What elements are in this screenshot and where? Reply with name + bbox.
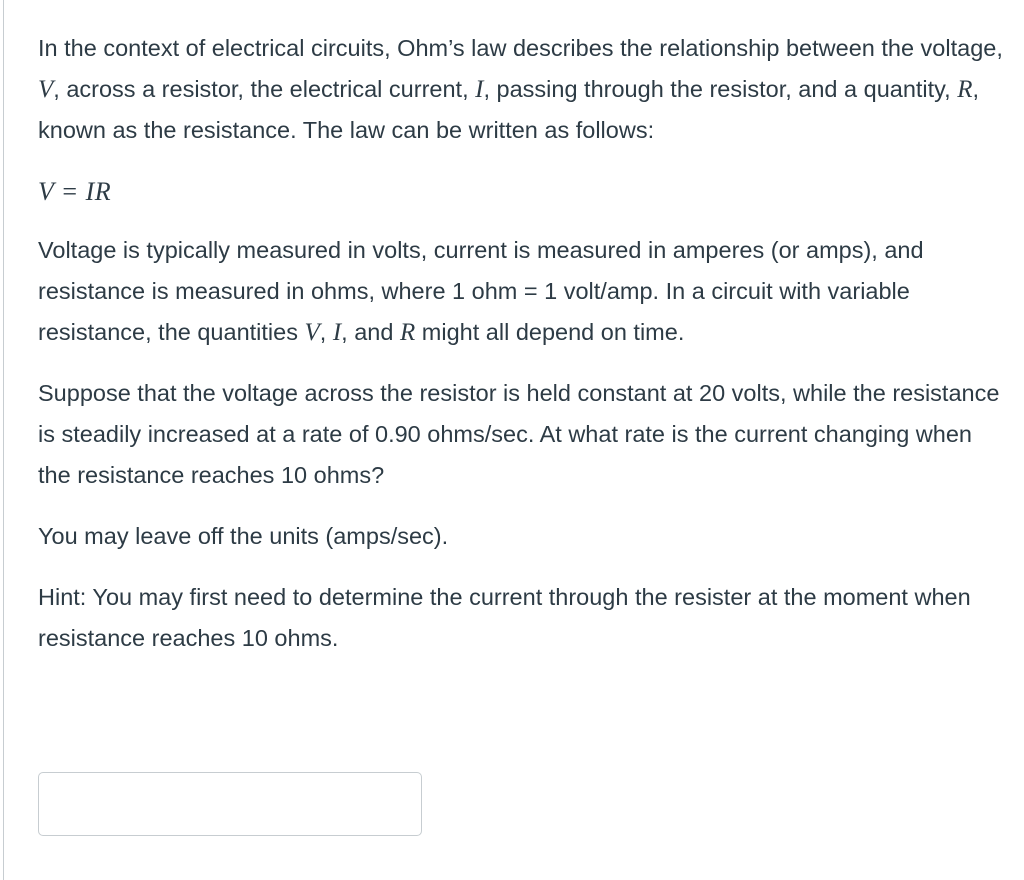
math-i: I	[475, 76, 484, 103]
math-v: V	[304, 319, 320, 346]
math-v: V	[38, 76, 54, 103]
paragraph-hint: Hint: You may first need to determine the current through the resister at the moment when resistance reaches 10 ohms.	[38, 584, 971, 651]
math-r: R	[957, 76, 973, 103]
answer-input[interactable]	[38, 772, 422, 836]
math-r: R	[399, 319, 416, 346]
paragraph-units: Voltage is typically measured in volts, current is measured in amperes (or amps), and resistance is measured in ohms, where 1 ohm = 1 volt/amp. In a circuit with variable resistance, the quantities V, I, and R might all depend on time.	[38, 237, 924, 346]
question-text	[38, 28, 1004, 679]
ohms-law-equation	[38, 171, 1004, 212]
paragraph-problem: Suppose that the voltage across the resistor is held constant at 20 volts, while the resistance is steadily increased at a rate of 0.90 ohms/sec. At what rate is the current changing when the resistance reaches 10 ohms?	[38, 380, 1000, 488]
paragraph-units-note: You may leave off the units (amps/sec).	[38, 523, 449, 549]
paragraph-ohms-law-intro: In the context of electrical circuits, Ohm’s law describes the relationship between the voltage, V, across a resistor, the electrical current, I, passing through the resistor, and a quantity, R, known as the resistance. The law can be written as follows:	[38, 35, 1003, 143]
math-i: I	[332, 319, 342, 346]
equation-equals: =	[62, 177, 78, 206]
equation-rhs: IR	[85, 177, 112, 206]
equation-lhs: V	[38, 177, 55, 206]
